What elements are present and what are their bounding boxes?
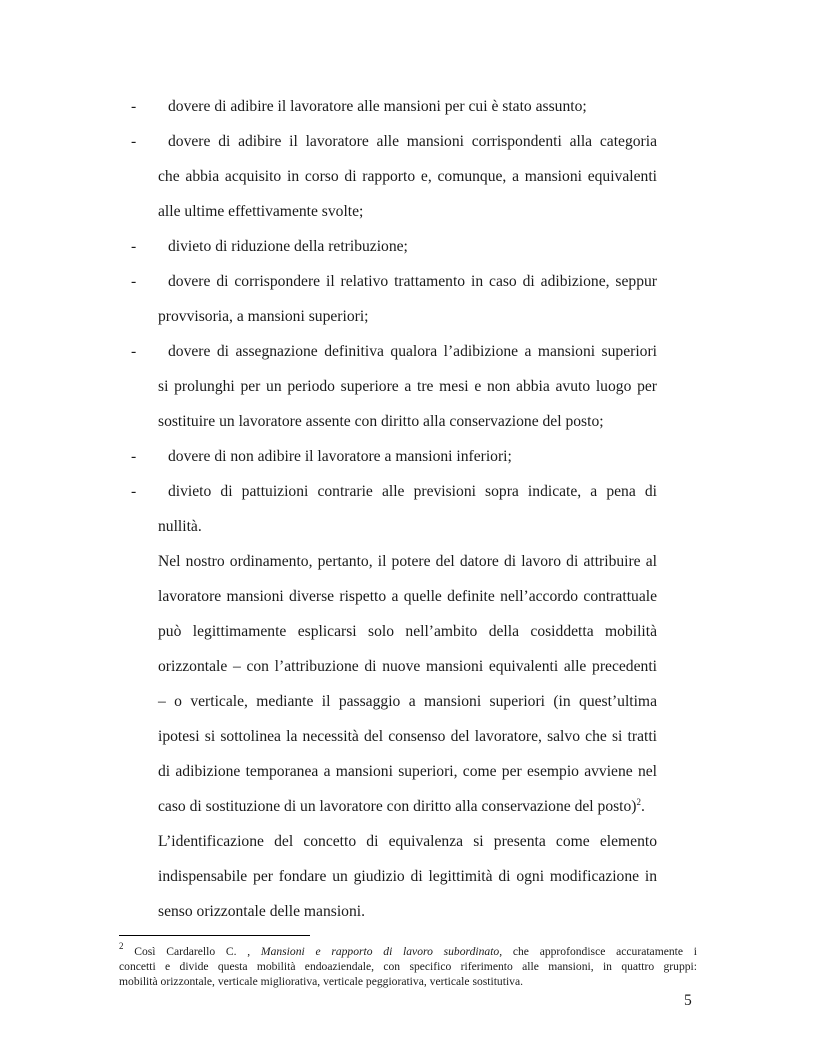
bullet-dash: - [131,238,137,255]
paragraph-2-line-1: L’identificazione del concetto di equivalenza si presenta come elemento [158,833,657,850]
footnote-number: 2 [119,941,124,951]
paragraph-1-line-8-text: caso di sostituzione di un lavoratore con diritto alla conservazione del posto) [158,798,637,815]
paragraph-1-line-2: lavoratore mansioni diverse rispetto a quelle definite nell’accordo contrattuale [158,588,657,605]
paragraph-1-end-period: . [641,798,645,815]
paragraph-2-line-3: senso orizzontale delle mansioni. [158,903,365,920]
bullet-4-line-2: provvisoria, a mansioni superiori; [158,308,369,325]
bullet-4-line-1: dovere di corrispondere il relativo trattamento in caso di adibizione, seppur [168,273,657,290]
bullet-2-line-1: dovere di adibire il lavoratore alle mansioni corrispondenti alla categoria [168,133,657,150]
paragraph-2-line-2: indispensabile per fondare un giudizio di legittimità di ogni modificazione in [158,868,657,885]
bullet-dash: - [131,273,137,290]
footnote-line-1 [119,941,697,959]
paragraph-1-line-5: – o verticale, mediante il passaggio a mansioni superiori (in quest’ultima [158,693,657,710]
paragraph-1-line-4: orizzontale – con l’attribuzione di nuove mansioni equivalenti alle precedenti [158,658,657,675]
bullet-dash: - [131,448,137,465]
bullet-2-line-3: alle ultime effettivamente svolte; [158,203,364,220]
bullet-5-line-3: sostituire un lavoratore assente con diritto alla conservazione del posto; [158,413,604,430]
paragraph-1-line-6: ipotesi si sottolinea la necessità del consenso del lavoratore, salvo che si tratti [158,728,657,745]
footnote-title: Mansioni e rapporto di lavoro subordinato [260,945,500,958]
paragraph-1-line-1: Nel nostro ordinamento, pertanto, il potere del datore di lavoro di attribuire al [158,553,657,570]
bullet-1-line-1: dovere di adibire il lavoratore alle mansioni per cui è stato assunto; [168,98,587,115]
bullet-dash: - [131,133,137,150]
footnote-line-2: concetti e divide questa mobilità endoaziendale, con specifico riferimento alle mansioni, in quattro gruppi: [119,960,697,973]
footnote-prefix: Così Cardarello C. , [134,945,251,958]
footnote-line-1-rest: , che approfondisce accuratamente i [499,945,697,958]
page-number: 5 [684,992,692,1009]
footnote-reference: 2 [636,797,642,807]
paragraph-1-line-3: può legittimamente esplicarsi solo nell’ambito della cosiddetta mobilità [158,623,657,640]
footnote-separator [119,935,310,936]
bullet-5-line-1: dovere di assegnazione definitiva qualora l’adibizione a mansioni superiori [168,343,657,360]
paragraph-1-line-7: di adibizione temporanea a mansioni superiori, come per esempio avviene nel [158,763,657,780]
paragraph-1-line-8 [158,797,645,817]
bullet-dash: - [131,98,137,115]
bullet-6-line-1: dovere di non adibire il lavoratore a mansioni inferiori; [168,448,512,465]
bullet-7-line-1: divieto di pattuizioni contrarie alle previsioni sopra indicate, a pena di [168,483,657,500]
bullet-dash: - [131,483,137,500]
bullet-2-line-2: che abbia acquisito in corso di rapporto e, comunque, a mansioni equivalenti [158,168,657,185]
bullet-7-line-2: nullità. [158,518,202,535]
bullet-3-line-1: divieto di riduzione della retribuzione; [168,238,408,255]
bullet-5-line-2: si prolunghi per un periodo superiore a tre mesi e non abbia avuto luogo per [158,378,657,395]
footnote-line-3: mobilità orizzontale, verticale migliorativa, verticale peggiorativa, verticale sostitutiva. [119,975,524,988]
bullet-dash: - [131,343,137,360]
